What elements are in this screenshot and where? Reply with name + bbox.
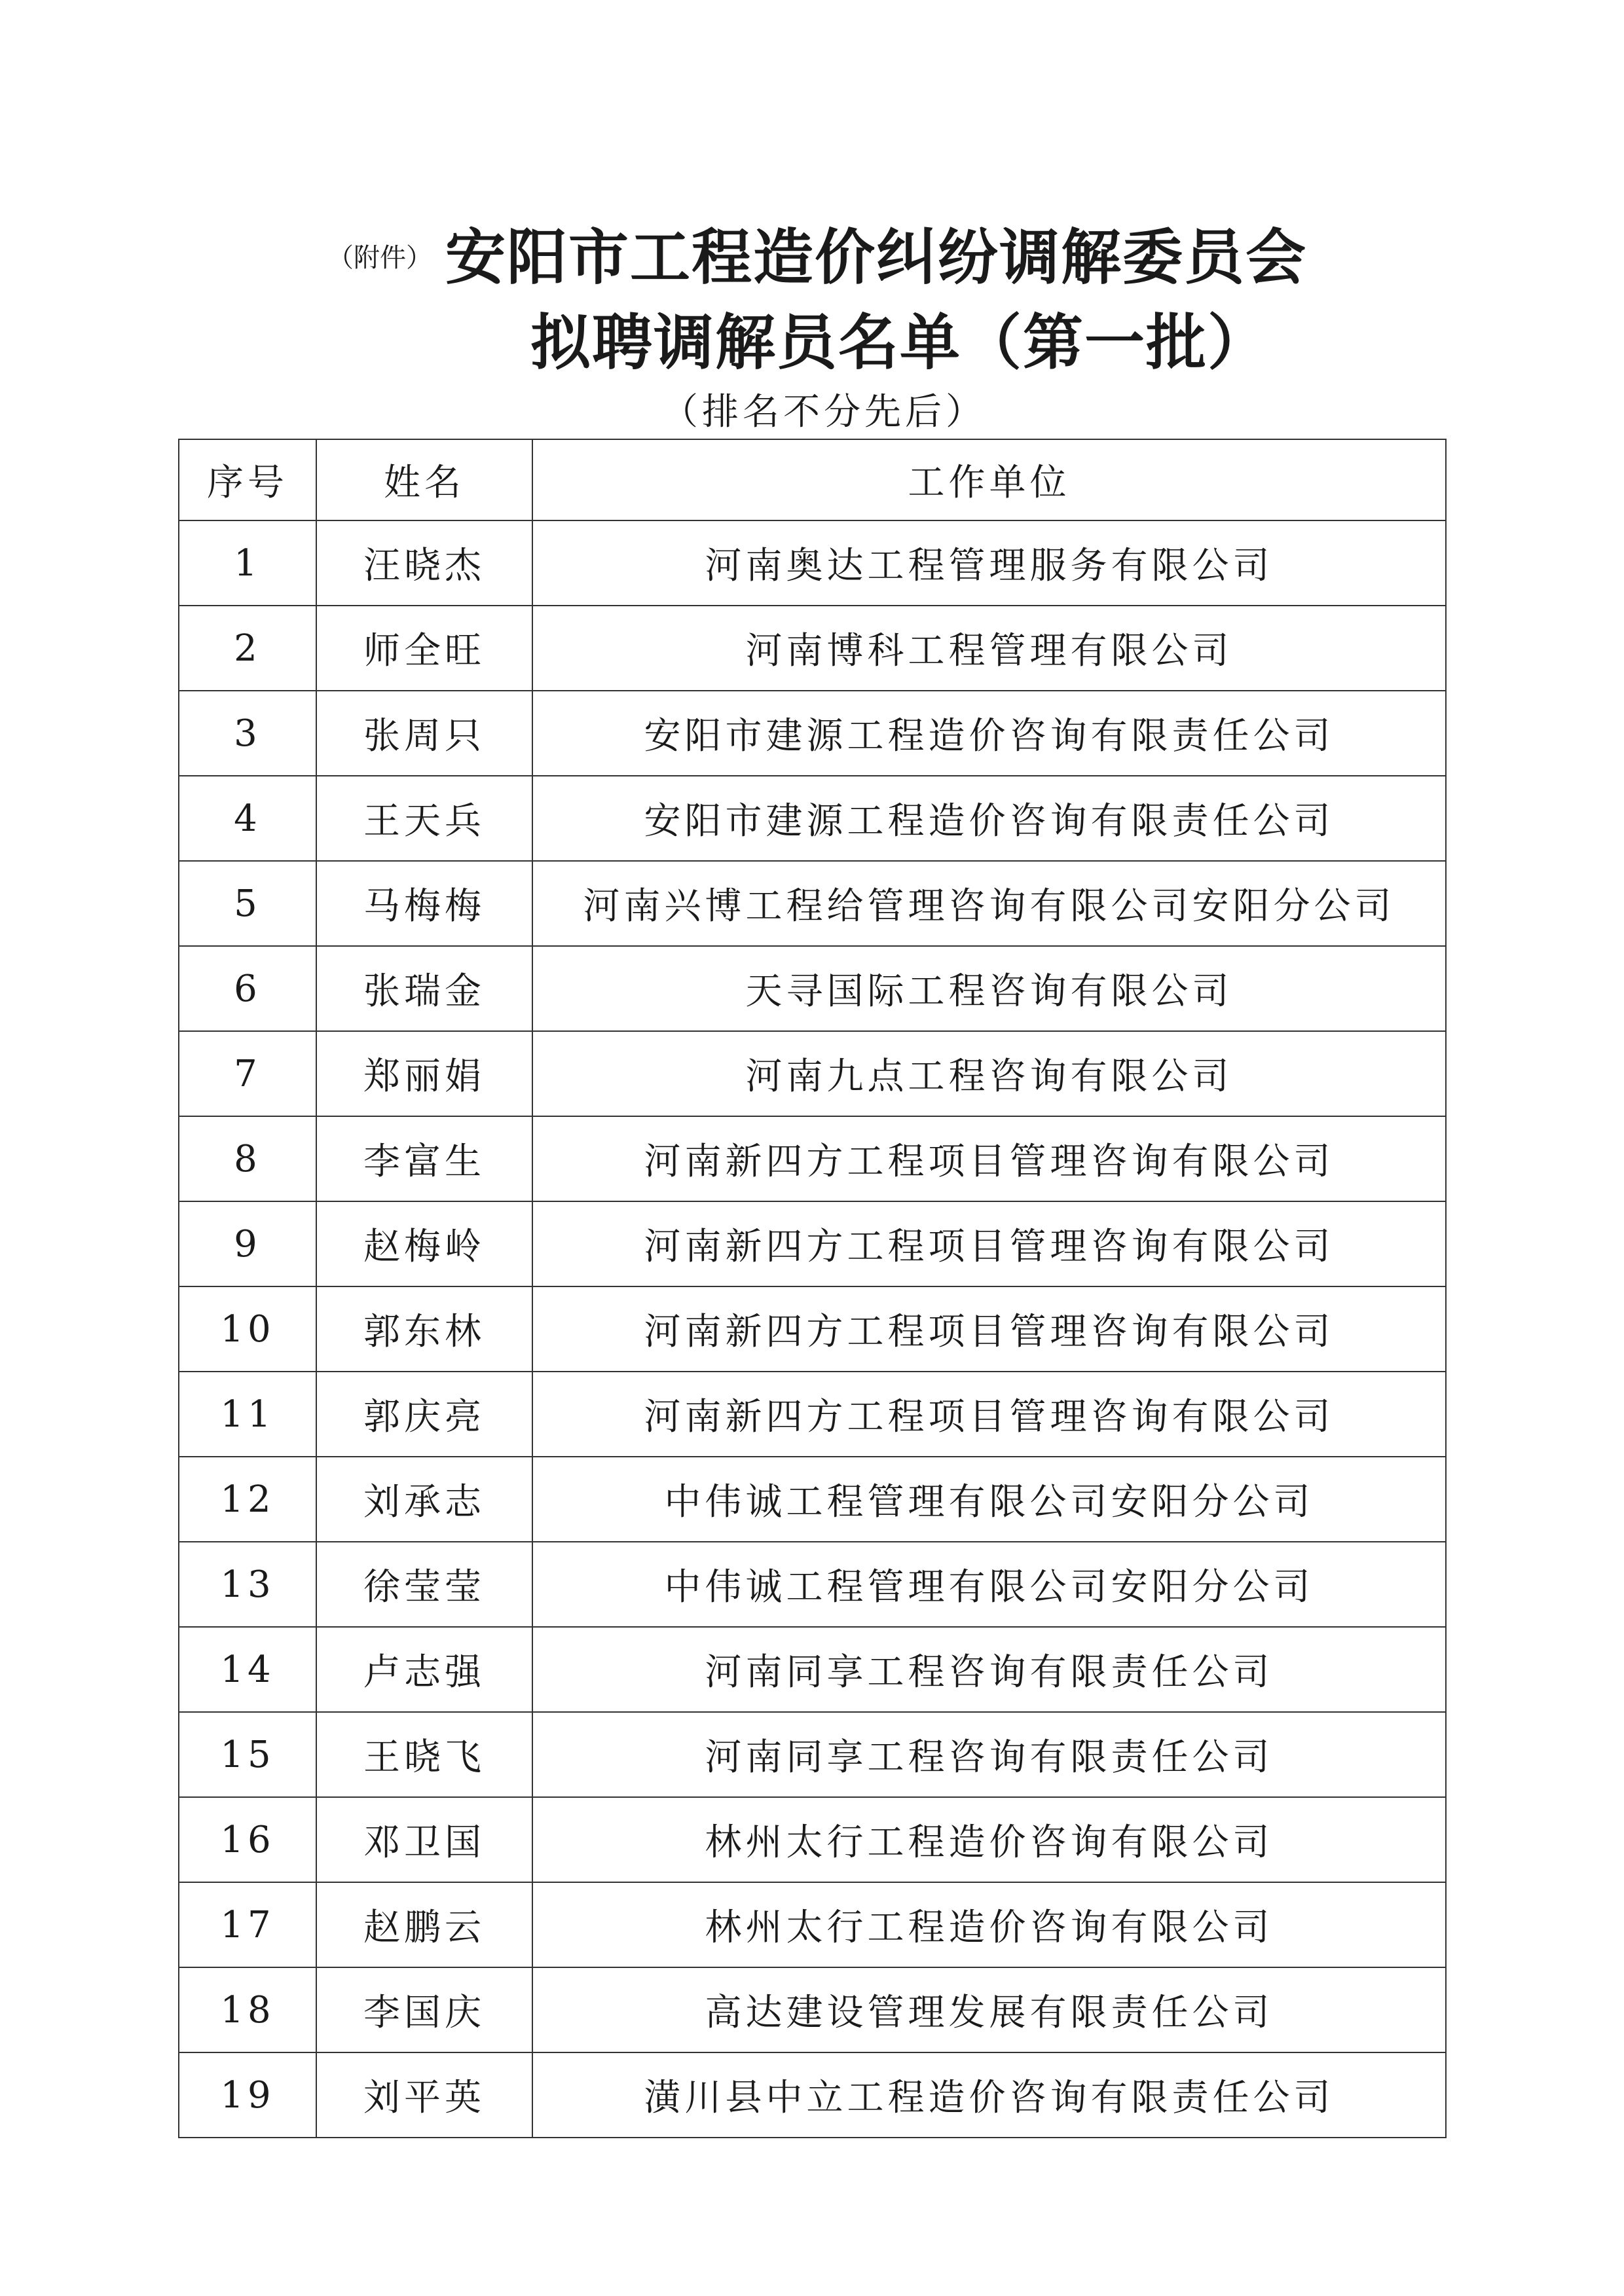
table-row xyxy=(179,1627,1446,1712)
table-row xyxy=(179,2052,1446,2138)
row-name-cell: 卢志强 xyxy=(316,1627,532,1712)
row-unit-cell: 中伟诚工程管理有限公司安阳分公司 xyxy=(532,1542,1446,1627)
table-row xyxy=(179,776,1446,861)
table-header xyxy=(179,439,1446,520)
table-row xyxy=(179,691,1446,776)
row-index-cell: 13 xyxy=(179,1542,316,1627)
row-index-cell: 8 xyxy=(179,1116,316,1201)
row-unit-cell: 安阳市建源工程造价咨询有限责任公司 xyxy=(532,691,1446,776)
table-row xyxy=(179,946,1446,1031)
table-row xyxy=(179,606,1446,691)
document-subtitle: （排名不分先后） xyxy=(661,391,986,433)
row-index-cell: 14 xyxy=(179,1627,316,1712)
row-unit-cell: 高达建设管理发展有限责任公司 xyxy=(532,1967,1446,2052)
row-unit-cell: 河南同享工程咨询有限责任公司 xyxy=(532,1627,1446,1712)
row-index-cell: 5 xyxy=(179,861,316,946)
row-name-cell: 赵梅岭 xyxy=(316,1201,532,1286)
row-unit-cell: 林州太行工程造价咨询有限公司 xyxy=(532,1882,1446,1967)
row-name-cell: 汪晓杰 xyxy=(316,520,532,606)
table-row xyxy=(179,1542,1446,1627)
row-unit-cell: 河南九点工程咨询有限公司 xyxy=(532,1031,1446,1116)
row-index-cell: 18 xyxy=(179,1967,316,2052)
row-index-cell: 3 xyxy=(179,691,316,776)
table-row xyxy=(179,1797,1446,1882)
table-row xyxy=(179,1712,1446,1797)
attachment-label: （附件） xyxy=(327,243,432,273)
row-name-cell: 刘平英 xyxy=(316,2052,532,2138)
table-row xyxy=(179,1457,1446,1542)
row-name-cell: 王晓飞 xyxy=(316,1712,532,1797)
table-row xyxy=(179,861,1446,946)
row-name-cell: 李富生 xyxy=(316,1116,532,1201)
row-index-cell: 7 xyxy=(179,1031,316,1116)
row-name-cell: 马梅梅 xyxy=(316,861,532,946)
row-name-cell: 郭庆亮 xyxy=(316,1372,532,1457)
row-index-cell: 15 xyxy=(179,1712,316,1797)
document-title-line2: 拟聘调解员名单（第一批） xyxy=(530,307,1270,378)
mediator-roster-table xyxy=(178,439,1447,2138)
table-row xyxy=(179,1031,1446,1116)
row-index-cell: 1 xyxy=(179,520,316,606)
row-index-cell: 4 xyxy=(179,776,316,861)
row-name-cell: 刘承志 xyxy=(316,1457,532,1542)
row-unit-cell: 河南同享工程咨询有限责任公司 xyxy=(532,1712,1446,1797)
table-row xyxy=(179,520,1446,606)
table-row xyxy=(179,1967,1446,2052)
table-body xyxy=(179,520,1446,2138)
row-unit-cell: 潢川县中立工程造价咨询有限责任公司 xyxy=(532,2052,1446,2138)
column-header-unit: 工作单位 xyxy=(532,439,1446,520)
row-unit-cell: 河南新四方工程项目管理咨询有限公司 xyxy=(532,1372,1446,1457)
row-index-cell: 11 xyxy=(179,1372,316,1457)
row-index-cell: 12 xyxy=(179,1457,316,1542)
row-unit-cell: 安阳市建源工程造价咨询有限责任公司 xyxy=(532,776,1446,861)
row-name-cell: 张瑞金 xyxy=(316,946,532,1031)
row-unit-cell: 林州太行工程造价咨询有限公司 xyxy=(532,1797,1446,1882)
row-index-cell: 10 xyxy=(179,1286,316,1372)
document-title-line1: 安阳市工程造价纠纷调解委员会 xyxy=(445,222,1308,293)
row-name-cell: 赵鹏云 xyxy=(316,1882,532,1967)
column-header-index: 序号 xyxy=(179,439,316,520)
row-name-cell: 郑丽娟 xyxy=(316,1031,532,1116)
row-index-cell: 19 xyxy=(179,2052,316,2138)
table-row xyxy=(179,1286,1446,1372)
column-header-name: 姓名 xyxy=(316,439,532,520)
row-name-cell: 郭东林 xyxy=(316,1286,532,1372)
row-unit-cell: 天寻国际工程咨询有限公司 xyxy=(532,946,1446,1031)
row-name-cell: 张周只 xyxy=(316,691,532,776)
table-row xyxy=(179,1201,1446,1286)
row-unit-cell: 河南新四方工程项目管理咨询有限公司 xyxy=(532,1286,1446,1372)
row-unit-cell: 河南新四方工程项目管理咨询有限公司 xyxy=(532,1201,1446,1286)
row-name-cell: 师全旺 xyxy=(316,606,532,691)
row-name-cell: 王天兵 xyxy=(316,776,532,861)
table-row xyxy=(179,1116,1446,1201)
table-row xyxy=(179,1372,1446,1457)
table-header-row xyxy=(179,439,1446,520)
row-unit-cell: 河南兴博工程给管理咨询有限公司安阳分公司 xyxy=(532,861,1446,946)
row-index-cell: 6 xyxy=(179,946,316,1031)
table-row xyxy=(179,1882,1446,1967)
row-unit-cell: 河南博科工程管理有限公司 xyxy=(532,606,1446,691)
row-unit-cell: 河南新四方工程项目管理咨询有限公司 xyxy=(532,1116,1446,1201)
row-unit-cell: 河南奥达工程管理服务有限公司 xyxy=(532,520,1446,606)
row-index-cell: 2 xyxy=(179,606,316,691)
row-index-cell: 9 xyxy=(179,1201,316,1286)
row-name-cell: 李国庆 xyxy=(316,1967,532,2052)
row-unit-cell: 中伟诚工程管理有限公司安阳分公司 xyxy=(532,1457,1446,1542)
row-name-cell: 邓卫国 xyxy=(316,1797,532,1882)
row-index-cell: 16 xyxy=(179,1797,316,1882)
row-index-cell: 17 xyxy=(179,1882,316,1967)
row-name-cell: 徐莹莹 xyxy=(316,1542,532,1627)
